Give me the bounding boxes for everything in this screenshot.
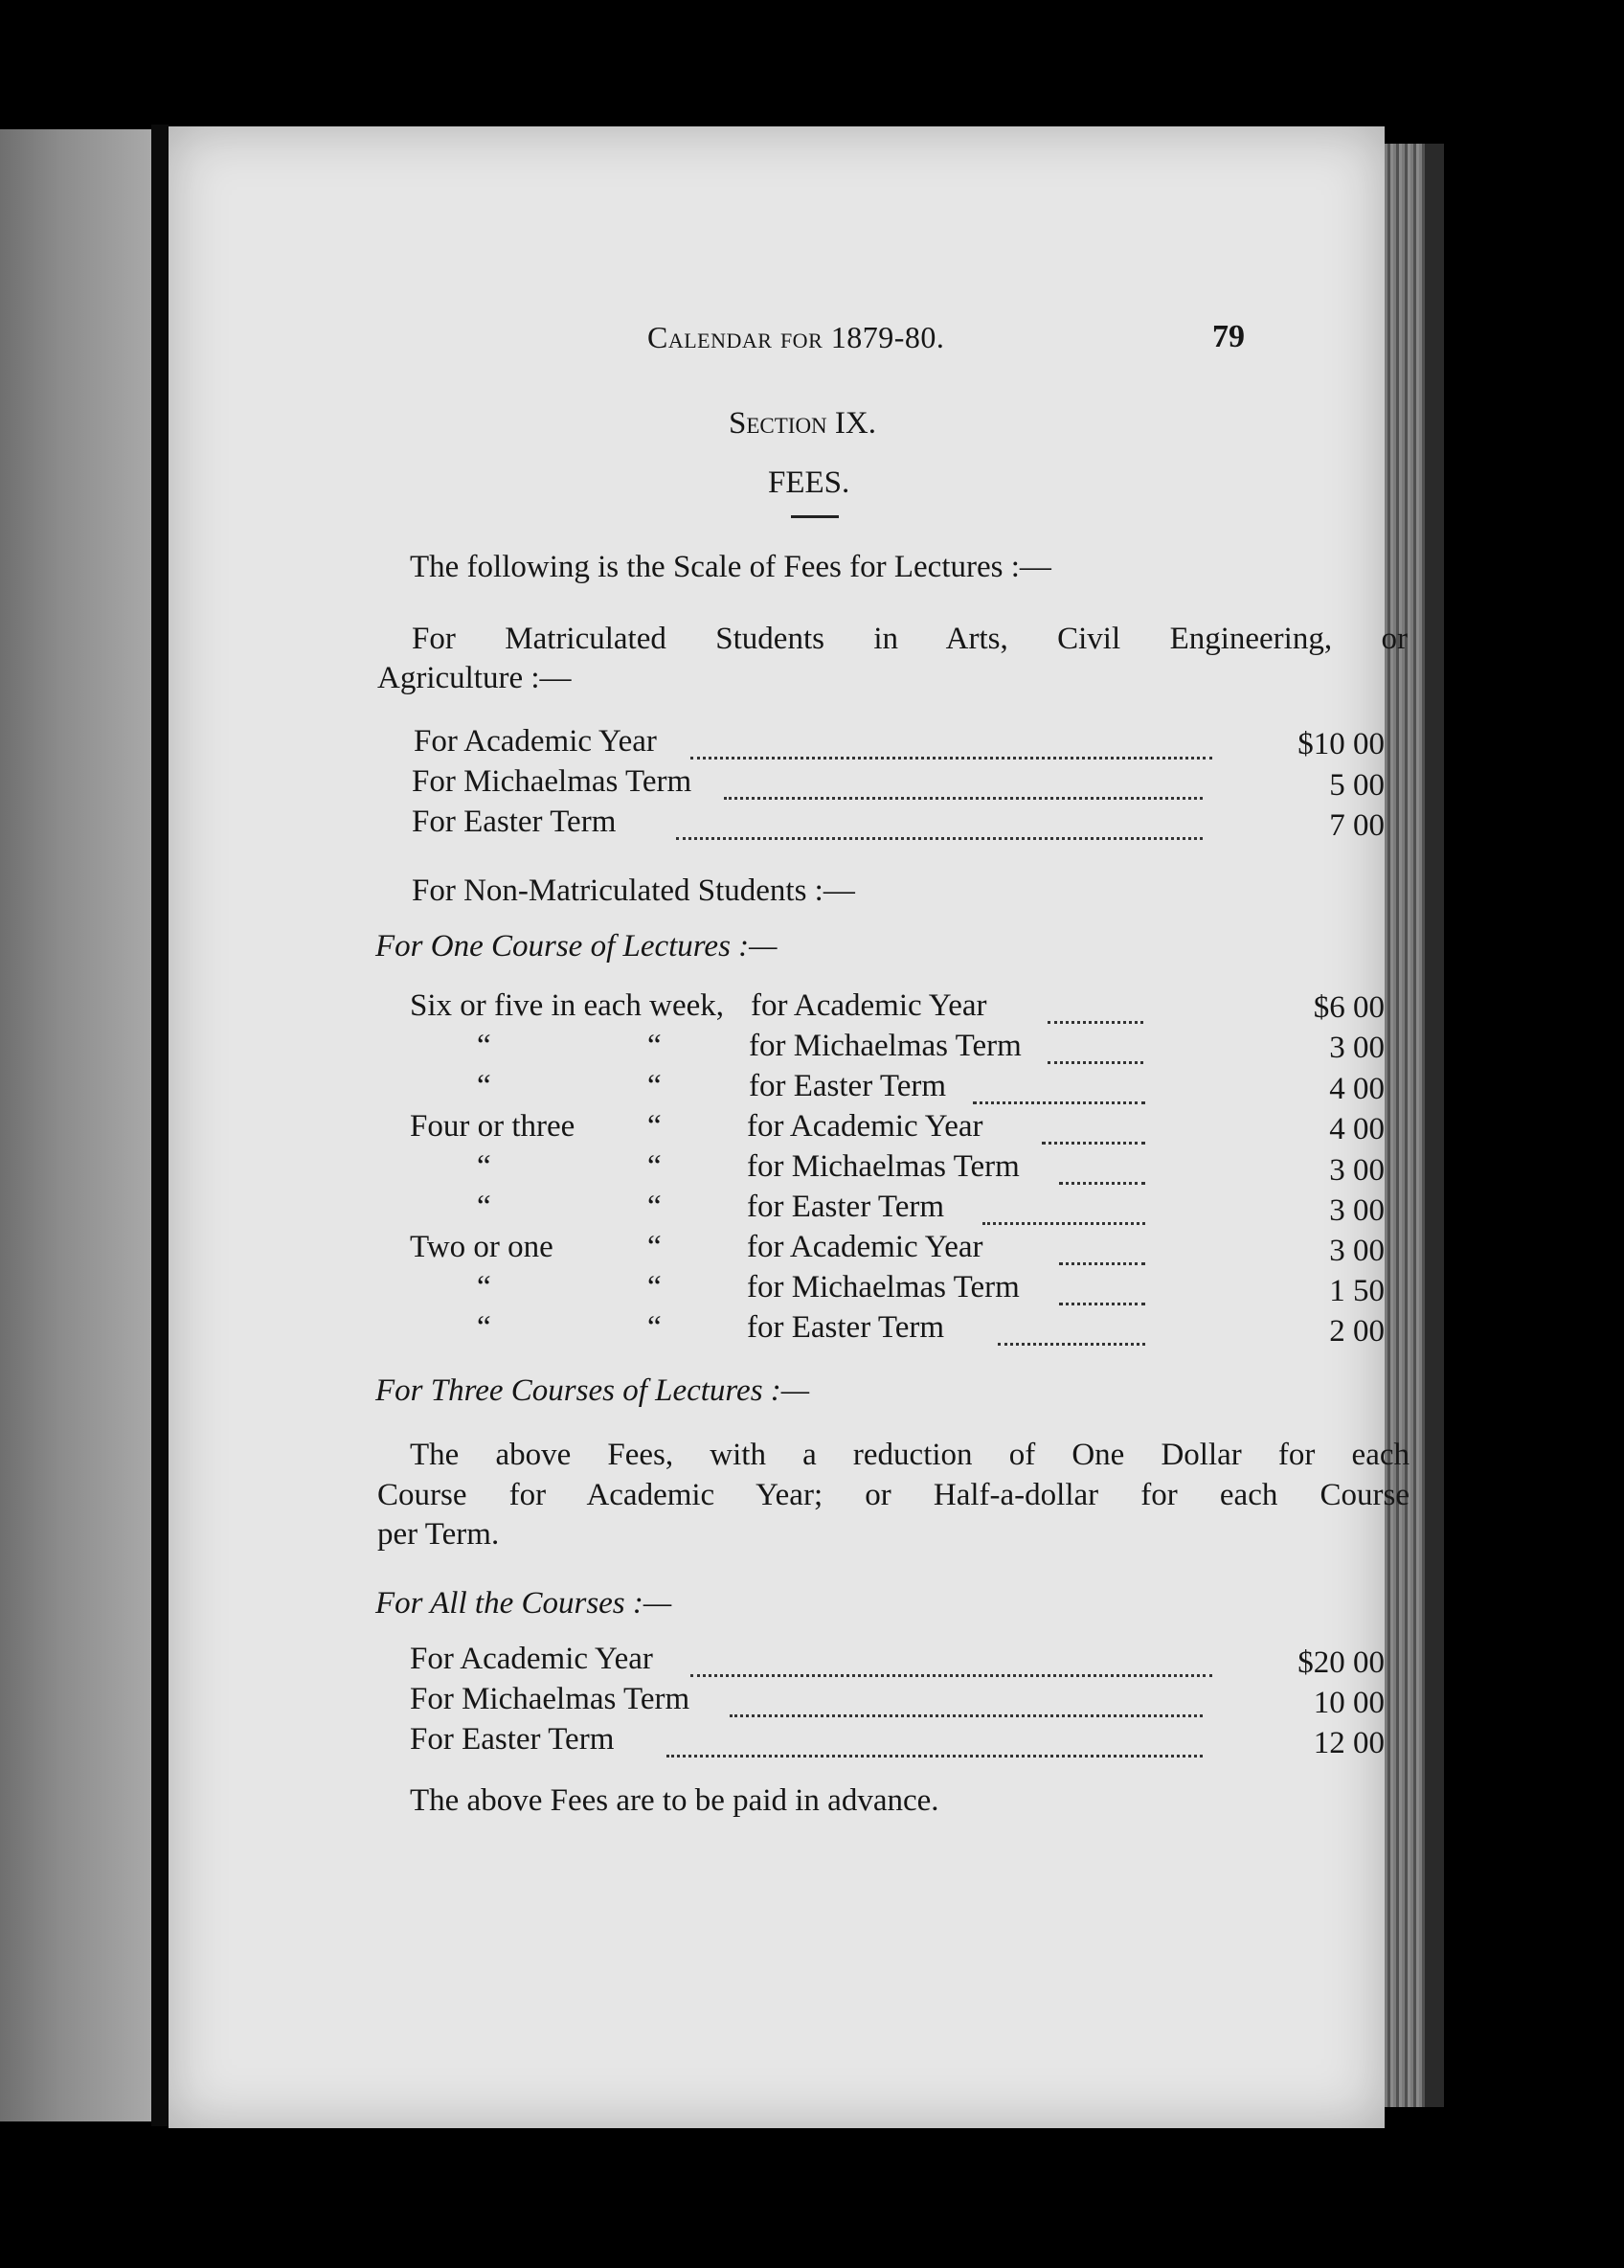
fee-row-label: For Michaelmas Term bbox=[410, 1682, 690, 1716]
course-amount: $6 00 bbox=[1313, 990, 1385, 1025]
fee-row-amount: 12 00 bbox=[1313, 1726, 1385, 1760]
three-courses-text-line1: The above Fees, with a reduction of One Dollar for each bbox=[410, 1438, 1410, 1472]
dot-leader bbox=[1048, 1021, 1143, 1024]
dot-leader bbox=[982, 1222, 1145, 1225]
non-matriculated-heading: For Non-Matriculated Students :— bbox=[412, 873, 855, 908]
course-amount: 3 00 bbox=[1329, 1031, 1385, 1065]
course-amount: 4 00 bbox=[1329, 1112, 1385, 1146]
ditto-mark: “ bbox=[647, 1270, 662, 1304]
dot-leader bbox=[724, 797, 1203, 800]
fee-row-label: For Academic Year bbox=[410, 1642, 653, 1676]
ditto-mark: “ bbox=[477, 1069, 491, 1103]
matriculated-heading-line2: Agriculture :— bbox=[377, 661, 572, 695]
dot-leader bbox=[676, 837, 1203, 840]
ditto-mark: “ bbox=[647, 1230, 662, 1264]
dot-leader bbox=[690, 757, 1212, 760]
book-cover-edge bbox=[1425, 144, 1444, 2107]
course-term: for Easter Term bbox=[749, 1069, 946, 1103]
dot-leader bbox=[973, 1101, 1145, 1104]
facing-page-edge bbox=[0, 129, 151, 2121]
three-courses-text-line2: Course for Academic Year; or Half-a-dollar for each Course bbox=[377, 1478, 1410, 1512]
ditto-mark: “ bbox=[647, 1149, 662, 1184]
all-courses-heading: For All the Courses :— bbox=[375, 1586, 672, 1621]
course-term: for Michaelmas Term bbox=[749, 1029, 1022, 1063]
dot-leader bbox=[1048, 1061, 1143, 1064]
course-term: for Michaelmas Term bbox=[747, 1149, 1020, 1184]
course-term: for Michaelmas Term bbox=[747, 1270, 1020, 1304]
page-title: FEES. bbox=[768, 465, 850, 500]
dot-leader bbox=[690, 1674, 1212, 1677]
fee-row-amount: $20 00 bbox=[1297, 1645, 1385, 1680]
running-title: Calendar for 1879-80. bbox=[647, 320, 945, 354]
course-count: Six or five in each week, bbox=[410, 988, 725, 1023]
course-term: for Easter Term bbox=[747, 1190, 944, 1224]
dot-leader bbox=[1059, 1182, 1145, 1185]
ditto-mark: “ bbox=[477, 1149, 491, 1184]
one-course-heading: For One Course of Lectures :— bbox=[375, 929, 778, 964]
course-amount: 3 00 bbox=[1329, 1153, 1385, 1188]
footer-note: The above Fees are to be paid in advance. bbox=[410, 1783, 939, 1818]
course-term: for Academic Year bbox=[747, 1109, 983, 1144]
course-amount: 1 50 bbox=[1329, 1274, 1385, 1308]
course-amount: 2 00 bbox=[1329, 1314, 1385, 1349]
fee-row-label: For Easter Term bbox=[410, 1722, 615, 1757]
fee-row-amount: 10 00 bbox=[1313, 1686, 1385, 1720]
ditto-mark: “ bbox=[477, 1190, 491, 1224]
dot-leader bbox=[666, 1755, 1203, 1758]
three-courses-text-line3: per Term. bbox=[377, 1517, 500, 1552]
dot-leader bbox=[1042, 1142, 1145, 1145]
ditto-mark: “ bbox=[647, 1069, 662, 1103]
course-count: Two or one bbox=[410, 1230, 553, 1264]
fee-row-label: For Easter Term bbox=[412, 805, 617, 839]
dot-leader bbox=[998, 1343, 1145, 1346]
ditto-mark: “ bbox=[477, 1029, 491, 1063]
ditto-mark: “ bbox=[477, 1310, 491, 1345]
fee-row-amount: $10 00 bbox=[1297, 727, 1385, 761]
ditto-mark: “ bbox=[647, 1310, 662, 1345]
ditto-mark: “ bbox=[647, 1190, 662, 1224]
dot-leader bbox=[1059, 1303, 1145, 1305]
section-heading: Section IX. bbox=[729, 406, 876, 441]
course-amount: 3 00 bbox=[1329, 1193, 1385, 1228]
course-amount: 4 00 bbox=[1329, 1072, 1385, 1106]
dot-leader bbox=[1059, 1262, 1145, 1265]
fee-row-amount: 5 00 bbox=[1329, 768, 1385, 803]
book-page bbox=[169, 126, 1410, 2128]
ditto-mark: “ bbox=[647, 1109, 662, 1144]
title-rule bbox=[791, 515, 839, 518]
fee-row-amount: 7 00 bbox=[1329, 808, 1385, 843]
fee-row-label: For Michaelmas Term bbox=[412, 764, 692, 799]
three-courses-heading: For Three Courses of Lectures :— bbox=[375, 1373, 810, 1408]
intro-text: The following is the Scale of Fees for Lectures :— bbox=[410, 550, 1051, 584]
book-gutter bbox=[151, 125, 169, 2126]
course-count: Four or three bbox=[410, 1109, 575, 1144]
page-number: 79 bbox=[1212, 319, 1245, 354]
course-term: for Academic Year bbox=[747, 1230, 983, 1264]
matriculated-heading-line1: For Matriculated Students in Arts, Civil Engineering, or bbox=[412, 622, 1408, 656]
dot-leader bbox=[730, 1714, 1203, 1717]
ditto-mark: “ bbox=[477, 1270, 491, 1304]
course-amount: 3 00 bbox=[1329, 1234, 1385, 1268]
course-term: for Academic Year bbox=[751, 988, 987, 1023]
fee-row-label: For Academic Year bbox=[414, 724, 657, 759]
ditto-mark: “ bbox=[647, 1029, 662, 1063]
course-term: for Easter Term bbox=[747, 1310, 944, 1345]
page-edges bbox=[1385, 144, 1425, 2107]
